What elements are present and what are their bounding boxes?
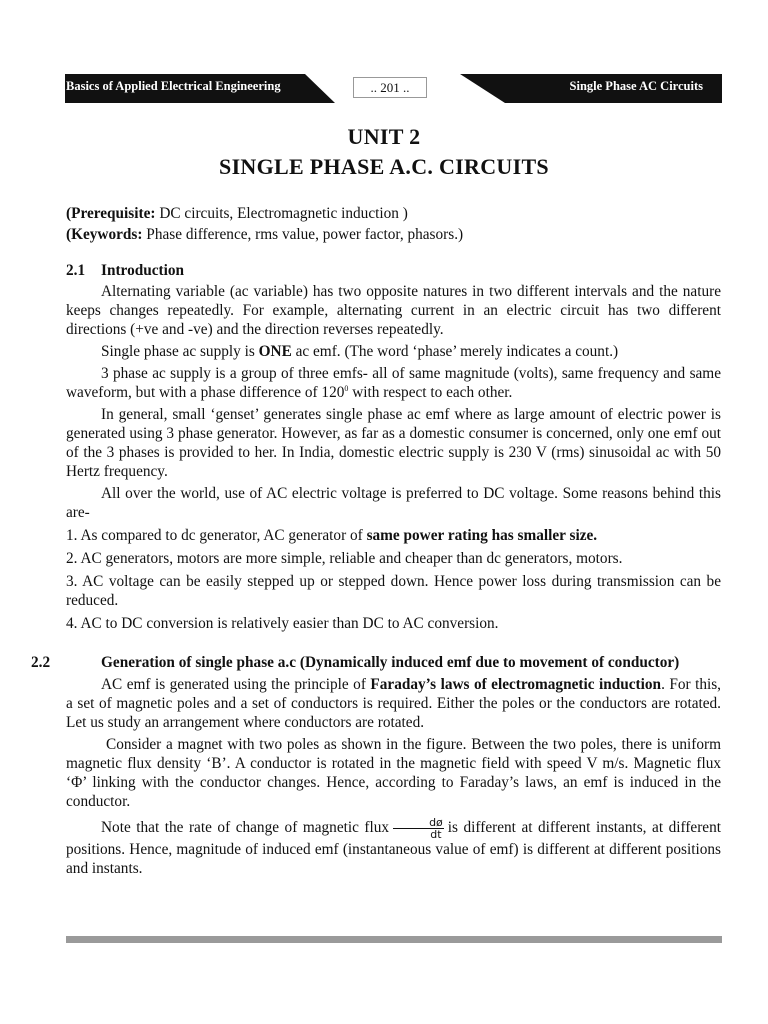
prerequisite-text: DC circuits, Electromagnetic induction )	[155, 205, 408, 222]
prerequisite-label: (Prerequisite:	[66, 205, 156, 222]
section-title: Introduction	[101, 262, 185, 279]
reason-item: 1. As compared to dc generator, AC generator of same power rating has smaller size.	[66, 527, 598, 544]
paragraph: Consider a magnet with two poles as shown in the figure. Between the two poles, there is uniform magnetic flux density ‘B’. A conductor is rotated in the magnetic field with speed V m/s. Magnetic flux ‘Φ’ linking with the conductor changes. Hence, according to Faraday’s laws, an emf is induced in the conductor.	[66, 736, 721, 810]
flux-derivative-fraction: $\frac{dø}{dt}$	[393, 817, 444, 840]
paragraph: Note that the rate of change of magnetic flux $\frac{dø}{dt}$ is different at different instants, at different positions. Hence, magnitude of induced emf (instantaneous value of emf) is different at different positions and instants.	[66, 816, 721, 877]
reason-item: 2. AC generators, motors are more simple, reliable and cheaper than dc generators, motors.	[66, 550, 623, 567]
degree-superscript: 0	[344, 384, 349, 393]
paragraph: Single phase ac supply is ONE ac emf. (The word ‘phase’ merely indicates a count.)	[101, 343, 619, 360]
page-content	[31, 204, 722, 878]
page-header	[65, 74, 722, 103]
keywords-label: (Keywords:	[66, 226, 143, 243]
paragraph: 3 phase ac supply is a group of three emfs- all of same magnitude (volts), same frequency and same waveform, but with a phase difference of $120^0$ with respect to each other.	[66, 365, 721, 401]
paragraph: AC emf is generated using the principle of Faraday’s laws of electromagnetic induction. For this, a set of magnetic poles and a set of conductors is required. Either the poles or the conductors are rotated. Let us study an arrangement where conductors are rotated.	[66, 676, 722, 731]
header-page-number: .. 201 ..	[353, 77, 427, 98]
section-number: 2.1	[66, 262, 86, 279]
keywords-text: Phase difference, rms value, power factor, phasors.)	[142, 226, 464, 243]
keywords-line	[66, 225, 721, 244]
reason-item: 4. AC to DC conversion is relatively easier than DC to AC conversion.	[66, 615, 499, 632]
section-number: 2.2	[31, 654, 51, 671]
footer-rule	[66, 936, 722, 943]
paragraph: In general, small ‘genset’ generates single phase ac emf where as large amount of electric power is generated using 3 phase generator. However, as far as a domestic consumer is concerned, only one emf out of the 3 phases is provided to her. In India, domestic electric supply is 230 V (rms) sinusoidal ac with 50 Hertz frequency.	[66, 406, 721, 480]
section-2-2-heading	[31, 653, 721, 672]
header-chapter-title: Single Phase AC Circuits	[569, 79, 703, 93]
section-title: Generation of single phase a.c (Dynamically induced emf due to movement of conductor)	[101, 654, 680, 671]
prerequisite-line	[66, 204, 721, 223]
section-2-1-heading	[66, 261, 721, 280]
chapter-title: SINGLE PHASE A.C. CIRCUITS	[219, 154, 549, 179]
unit-heading: UNIT 2	[347, 124, 421, 149]
header-book-title: Basics of Applied Electrical Engineering	[66, 79, 281, 93]
reason-item: 3. AC voltage can be easily stepped up or stepped down. Hence power loss during transmission can be reduced.	[66, 573, 721, 609]
paragraph: All over the world, use of AC electric voltage is preferred to DC voltage. Some reasons behind this are-	[66, 485, 721, 521]
paragraph: Alternating variable (ac variable) has two opposite natures in two different intervals and the nature keeps changes repeatedly. For example, alternating current in an electric circuit has two different directions (+ve and -ve) and the direction reverses repeatedly.	[66, 283, 721, 338]
